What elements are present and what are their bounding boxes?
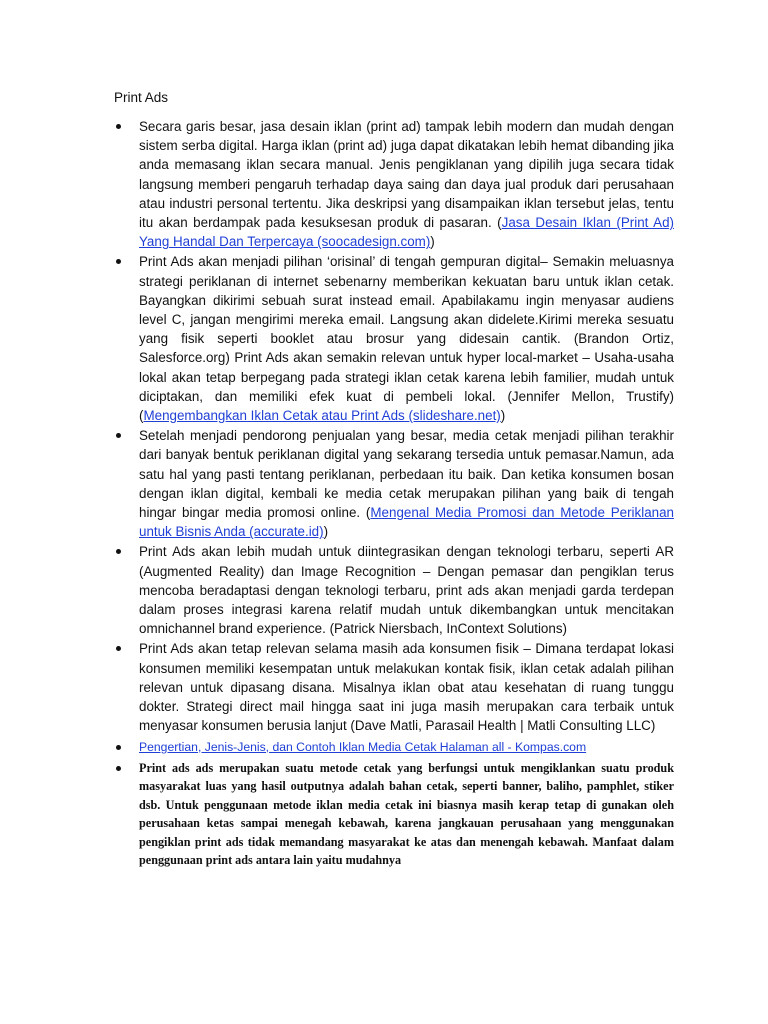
list-item — [114, 252, 674, 425]
list-item — [114, 117, 674, 251]
list-item — [114, 738, 674, 756]
item-text-after: ) — [323, 524, 329, 540]
item-text: Setelah menjadi pendorong penjualan yang besar, media cetak menjadi pilihan terakhir dari banyak bentuk periklanan digital yang sekarang tersedia untuk pemasar.Namun, ada satu hal yang pasti tentang periklanan, perbedaan itu baik. Dan ketika konsumen bosan dengan iklan digital, kembali ke media cetak merupakan pilihan yang baik di tengah hingar bingar media promosi online. ( — [139, 428, 674, 521]
source-link[interactable]: Mengenal Media Promosi dan Metode Periklanan untuk Bisnis Anda (accurate.id) — [139, 505, 674, 540]
source-link[interactable]: Jasa Desain Iklan (Print Ad) Yang Handal Dan Terpercaya (soocadesign.com) — [139, 215, 674, 250]
item-text: Print Ads akan menjadi pilihan ‘orisinal’ di tengah gempuran digital– Semakin meluasnya strategi periklanan di internet sebenarny memberikan kekuatan baru untuk iklan cetak. Bayangkan dikirimi sebuah surat instead email. Apabilakamu ingin menyasar audiens level C, jangan mengirimi mereka email. Langsung akan didelete.Kirimi mereka sesuatu yang fisik seperti booklet atau brosur yang didesain cantik. (Brandon Ortiz, Salesforce.org) Print Ads akan semakin relevan untuk hyper local-market – Usaha-usaha lokal akan tetap berpegang pada strategi iklan cetak karena lebih familier, mudah untuk diciptakan, dan memiliki efek kuat di pembeli lokal. (Jennifer Mellon, Trustify) ( — [139, 254, 674, 424]
item-text-after: ) — [500, 408, 506, 424]
item-text: Print Ads akan tetap relevan selama masih ada konsumen fisik – Dimana terdapat lokasi konsumen memiliki kesempatan untuk melakukan kontak fisik, iklan cetak adalah pilihan relevan untuk dipasang disana. Misalnya iklan obat atau kesehatan di ruang tunggu dokter. Strategi direct mail hingga saat ini juga masih merupakan cara terbaik untuk menyasar konsumen berusia lanjut (Dave Matli, Parasail Health | Matli Consulting LLC) — [139, 641, 674, 734]
item-text-after: ) — [430, 234, 435, 250]
list-item — [114, 542, 674, 638]
bullet-icon — [116, 259, 121, 264]
bullet-icon — [116, 766, 121, 771]
list-item — [114, 426, 674, 541]
list-item — [114, 759, 674, 871]
bullet-icon — [116, 549, 121, 554]
bullet-icon — [116, 646, 121, 651]
item-text: Print ads ads merupakan suatu metode cetak yang berfungsi untuk mengiklankan suatu produk masyarakat luas yang hasil outputnya adalah bahan cetak, seperti banner, baliho, pamphlet, stiker dsb. Untuk penggunaan metode iklan media cetak ini biasnya masih kerap tetap di gunakan oleh perusahaan ketas sampai menegah kebawah, karena jangkauan perusahaan yang menggunakan pengiklan print ads tidak memandang masyarakat ke atas dan menengah kebawah. Manfaat dalam penggunaan print ads antara lain yaitu mudahnya — [139, 760, 674, 868]
item-text: Print Ads akan lebih mudah untuk diintegrasikan dengan teknologi terbaru, seperti AR (Augmented Reality) dan Image Recognition – Dengan pemasar dan pengiklan terus mencoba beradaptasi dengan teknologi terbaru, print ads akan menjadi garda terdepan dalam proses integrasi karena relatif mudah untuk dikembangkan untuk mencitakan omnichannel brand experience. (Patrick Niersbach, InContext Solutions) — [139, 544, 674, 637]
bullet-list — [114, 117, 674, 870]
bullet-icon — [116, 124, 121, 129]
source-link[interactable]: Mengembangkan Iklan Cetak atau Print Ads (slideshare.net) — [143, 408, 501, 424]
source-link[interactable]: Pengertian, Jenis-Jenis, dan Contoh Iklan Media Cetak Halaman all - Kompas.com — [139, 739, 587, 754]
item-text: Secara garis besar, jasa desain iklan (print ad) tampak lebih modern dan mudah dengan sistem serba digital. Harga iklan (print ad) juga dapat dikatakan lebih hemat dibanding jika anda memasang iklan secara manual. Jenis pengiklanan yang dipilih juga secara tidak langsung memberi pengaruh terhadap daya saing dan daya jual produk dari perusahaan atau industri personal tertentu. Jika deskripsi yang disampaikan iklan tersebut jelas, tentu itu akan berdampak pada kesuksesan produk di pasaran. ( — [139, 119, 674, 231]
bullet-icon — [116, 433, 121, 438]
list-item — [114, 639, 674, 735]
page-title: Print Ads — [114, 90, 169, 105]
bullet-icon — [116, 745, 121, 750]
